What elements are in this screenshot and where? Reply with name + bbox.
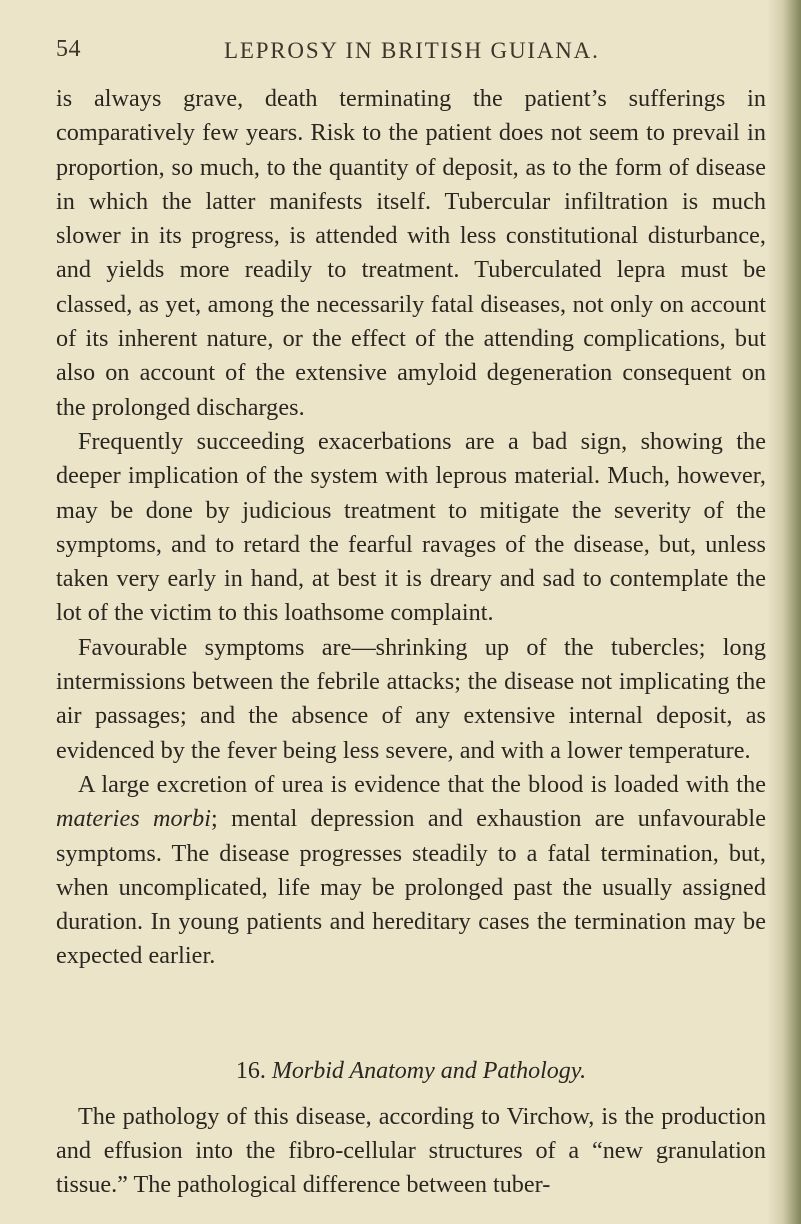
section-number: 16. xyxy=(235,1058,266,1084)
paragraph-continuation: is always grave, death terminating the patient’s sufferings in comparatively few years. Risk to the patient does not seem to prevail in proportion, so much, to the quantity of deposit, as to the form of disease in which the latter manifests itself. Tubercular infiltration is much slower in its progress, is attended with less constitutional disturbance, and yields more readily to treatment. Tuberculated lepra must be classed, as yet, among the necessarily fatal diseases, not only on account of its inherent nature, or the effect of the attending complications, but also on account of the extensive amyloid degeneration consequent on the prolonged discharges. xyxy=(56,85,766,421)
running-head: LEPROSY IN BRITISH GUIANA. xyxy=(224,38,600,63)
section-title: Morbid Anatomy and Pathology. xyxy=(271,1058,587,1084)
paragraph-urea-excretion xyxy=(56,768,766,974)
paragraph-favourable-symptoms: Favourable symptoms are—shrinking up of the tubercles; long intermissions between the febrile attacks; the disease not implicating the air passages; and the absence of any extensive internal deposit, as evidenced by the fever being less severe, and with a lower temperature. xyxy=(56,633,766,764)
paragraph-exacerbations: Frequently succeeding exacerbations are a bad sign, showing the deeper implication of the system with leprous material. Much, however, may be done by judicious treatment to mitigate the severity of the symptoms, and to retard the fearful ravages of the disease, but, unless taken very early in hand, at best it is dreary and sad to contemplate the lot of the victim to this loathsome complaint. xyxy=(56,427,766,627)
section-heading xyxy=(56,1055,766,1087)
italic-term: materies morbi xyxy=(56,805,212,833)
paragraph-text-before-italic: A large excretion of urea is evidence that the blood is loaded with the xyxy=(78,770,766,798)
paragraph-pathology: The pathology of this disease, according to Virchow, is the production and effusion into the fibro-cellular structures of a “new granulation tissue.” The pathological difference between tuber- xyxy=(56,1103,766,1198)
main-text xyxy=(56,82,766,974)
paragraph-text-after-italic: ; mental depression and exhaustion are unfavourable symptoms. The disease progresses steadily to a fatal termination, but, when uncomplicated, life may be prolonged past the usually assigned duration. In young patients and hereditary cases the termination may be expected earlier. xyxy=(56,805,766,970)
page-header xyxy=(0,28,801,68)
page-edge-shadow xyxy=(767,0,801,1224)
section-text xyxy=(56,1100,766,1202)
page-number: 54 xyxy=(56,36,81,62)
